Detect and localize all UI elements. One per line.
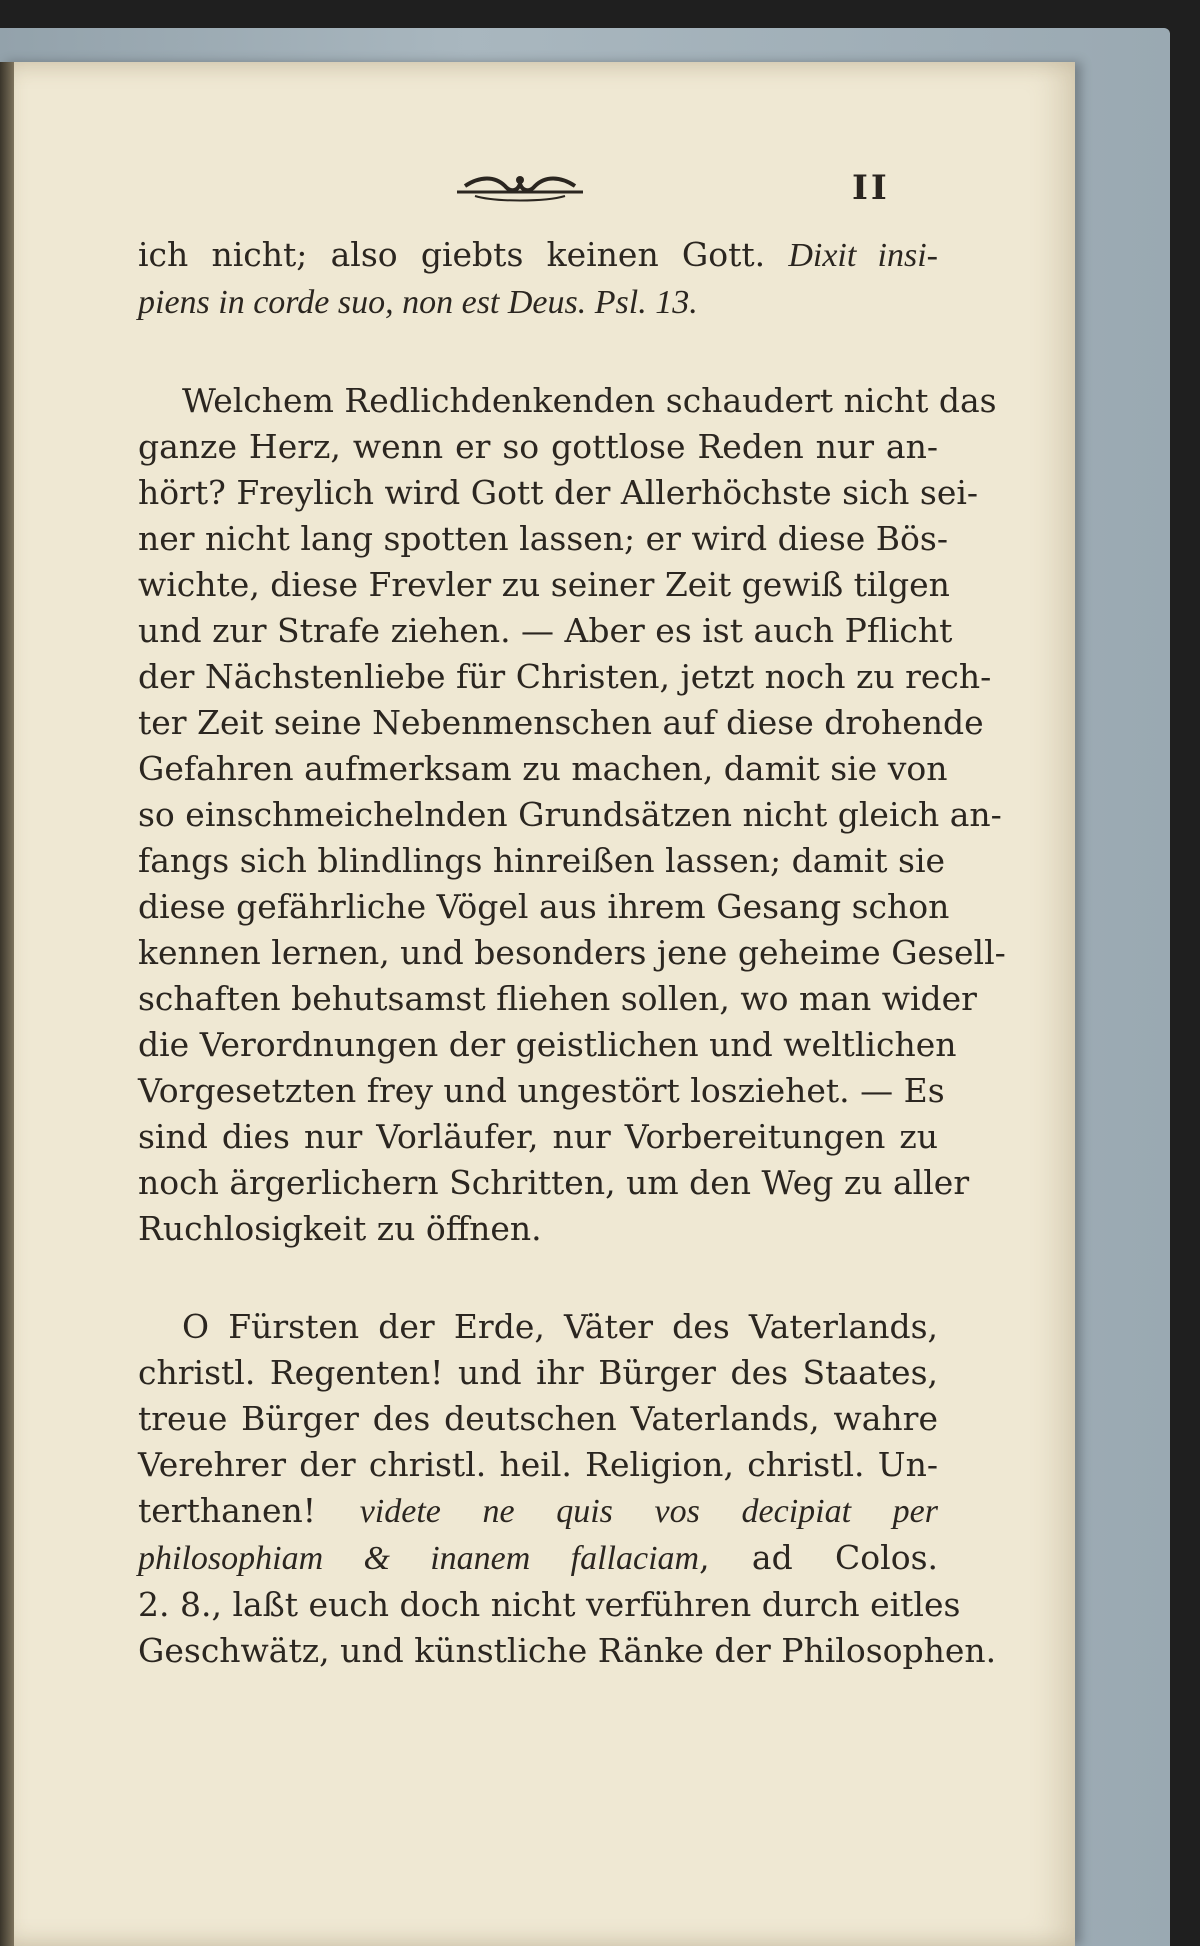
line-text: so einschmeichelnden Grundsätzen nicht gleich an- [138, 795, 1002, 834]
line-text: Vorgesetzten frey und ungestört losziehet. — Es [138, 1071, 945, 1110]
text-line [138, 608, 953, 654]
text-line [138, 792, 1002, 838]
line-text: diese gefährliche Vögel aus ihrem Gesang schon [138, 887, 950, 926]
text-line [138, 1442, 938, 1488]
line-text: Welchem Redlichdenkenden schaudert nicht das [182, 381, 997, 420]
text-line [138, 1582, 961, 1628]
text-line [138, 1068, 945, 1114]
text-line [138, 1535, 938, 1582]
text-line [138, 1304, 938, 1350]
text-line [138, 654, 992, 700]
line-text: treue Bürger des deutschen Vaterlands, wahre [138, 1399, 938, 1438]
text-line [138, 424, 938, 470]
text-line [138, 1160, 970, 1206]
book-gutter [0, 62, 14, 1946]
line-text: Geschwätz, und künstliche Ränke der Philosophen. [138, 1631, 997, 1670]
line-text: noch ärgerlichern Schritten, um den Weg zu aller [138, 1163, 970, 1202]
page-text [138, 232, 1006, 1674]
line-text: sind dies nur Vorläufer, nur Vorbereitungen zu [138, 1117, 938, 1156]
line-text: Verehrer der christl. heil. Religion, christl. Un- [138, 1445, 938, 1484]
text-line [138, 746, 948, 792]
line-text: schaften behutsamst fliehen sollen, wo man wider [138, 979, 977, 1018]
latin-quotation: Dixit insi- [788, 237, 938, 274]
paragraph-gap [138, 326, 938, 378]
paragraph [138, 378, 1006, 1252]
text-line [138, 516, 948, 562]
line-text: ter Zeit seine Nebenmenschen auf diese drohende [138, 703, 984, 742]
page-number: II [852, 168, 890, 208]
text-line [138, 976, 977, 1022]
line-text: Ruchlosigkeit zu öffnen. [138, 1209, 542, 1248]
paragraph-gap [138, 1252, 938, 1304]
text-line [138, 884, 950, 930]
text-line [138, 1206, 938, 1252]
text-line [138, 1114, 938, 1160]
line-text: terthanen! [138, 1491, 360, 1530]
line-text: 2. 8., laßt euch doch nicht verführen durch eitles [138, 1585, 961, 1624]
text-line [138, 838, 946, 884]
text-line [138, 1396, 938, 1442]
latin-quotation: philosophiam & inanem fallaciam [138, 1540, 700, 1577]
line-text: kennen lernen, und besonders jene geheime Gesell- [138, 933, 1006, 972]
text-line [138, 1628, 997, 1674]
text-line [138, 232, 938, 279]
paragraph [138, 232, 938, 326]
text-line [138, 700, 984, 746]
text-line [138, 1488, 938, 1535]
line-text: der Nächstenliebe für Christen, jetzt noch zu rech- [138, 657, 992, 696]
text-line [138, 1350, 938, 1396]
latin-quotation: piens in corde suo, non est Deus. Psl. 13. [138, 284, 698, 321]
text-line [138, 470, 979, 516]
line-text: fangs sich blindlings hinreißen lassen; damit sie [138, 841, 946, 880]
text-line [138, 562, 950, 608]
latin-quotation: videte ne quis vos decipiat per [359, 1493, 938, 1530]
line-text: Gefahren aufmerksam zu machen, damit sie von [138, 749, 948, 788]
line-text: ich nicht; also giebts keinen Gott. [138, 235, 789, 274]
text-line [138, 378, 997, 424]
text-line [138, 1022, 957, 1068]
text-line [138, 279, 938, 326]
line-text: hört? Freylich wird Gott der Allerhöchste sich sei- [138, 473, 979, 512]
line-text: und zur Strafe ziehen. — Aber es ist auch Pflicht [138, 611, 953, 650]
line-text: O Fürsten der Erde, Väter des Vaterlands, [182, 1307, 938, 1346]
line-tail: , ad Colos. [699, 1538, 939, 1577]
decorative-rule-icon [455, 170, 585, 204]
line-text: ner nicht lang spotten lassen; er wird diese Bös- [138, 519, 948, 558]
line-text: die Verordnungen der geistlichen und weltlichen [138, 1025, 957, 1064]
paragraph [138, 1304, 997, 1674]
text-line [138, 930, 1006, 976]
line-text: ganze Herz, wenn er so gottlose Reden nur an- [138, 427, 938, 466]
line-text: wichte, diese Frevler zu seiner Zeit gewiß tilgen [138, 565, 950, 604]
line-text: christl. Regenten! und ihr Bürger des Staates, [138, 1353, 938, 1392]
